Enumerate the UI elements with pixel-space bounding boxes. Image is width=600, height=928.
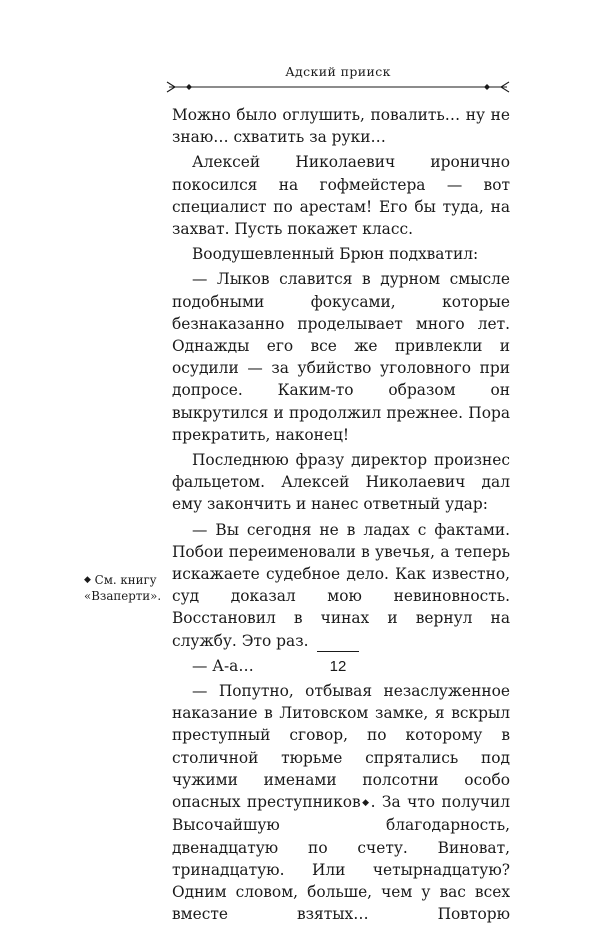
main-text (172, 104, 510, 928)
footnote (84, 573, 170, 604)
paragraph: Алексей Николаевич иронично покосился на гофмейстера — вот специалист по арестам! Его бы туда, на захват. Пусть покажет класс. (172, 153, 510, 239)
footnote-diamond-icon: ◆ (84, 575, 91, 585)
paragraph-text-part-2: . За что получил Высочайшую благодарность, двенадцатую по счету. Виноват, тринадцатую. Или четырнадцатую? Одним словом, больше, чем у вас всех вместе взятых… Повторю (172, 793, 511, 924)
header-ornament-rule (166, 80, 510, 94)
right-diamond-ornament (484, 84, 490, 90)
footnote-text: См. книгу «Взаперти». (84, 573, 162, 603)
left-diamond-ornament (186, 84, 192, 90)
page-number-rule (317, 651, 359, 652)
page-number: 12 (329, 658, 347, 675)
paragraph: — А-а… (192, 656, 254, 675)
running-header-title: Адский прииск (285, 64, 391, 79)
paragraph-text-part-1: — Попутно, отбывая незаслуженное наказание в Литовском замке, я вскрыл преступный сговор, по которому в столичной тюрьме спрятались под чужими именами полсотни особо опасных преступников (172, 682, 510, 812)
paragraph: Можно было оглушить, повалить… ну не знаю… схватить за руки… (172, 106, 510, 147)
paragraph: Воодушевленный Брюн подхватил: (192, 245, 479, 264)
paragraph-with-footnote (172, 680, 510, 925)
footnote-marker-icon: ◆ (360, 798, 371, 809)
paragraph: Последнюю фразу директор произнес фальцетом. Алексей Николаевич дал ему закончить и нанес ответный удар: (172, 451, 510, 514)
paragraph: — Вы сегодня не в ладах с фактами. Побои переименовали в увечья, а теперь искажаете судебное дело. Как известно, суд доказал мою невиновность. Восстановил в чинах и вернул на службу. Это раз. (172, 520, 510, 650)
paragraph: — Лыков славится в дурном смысле подобными фокусами, которые безнаказанно проделывает много лет. Однажды его все же привлекли и осудили — за убийство уголовного при допросе. Каким-то образом он выкрутился и продолжил прежнее. Пора прекратить, наконец! (172, 270, 510, 444)
running-header (166, 54, 510, 94)
